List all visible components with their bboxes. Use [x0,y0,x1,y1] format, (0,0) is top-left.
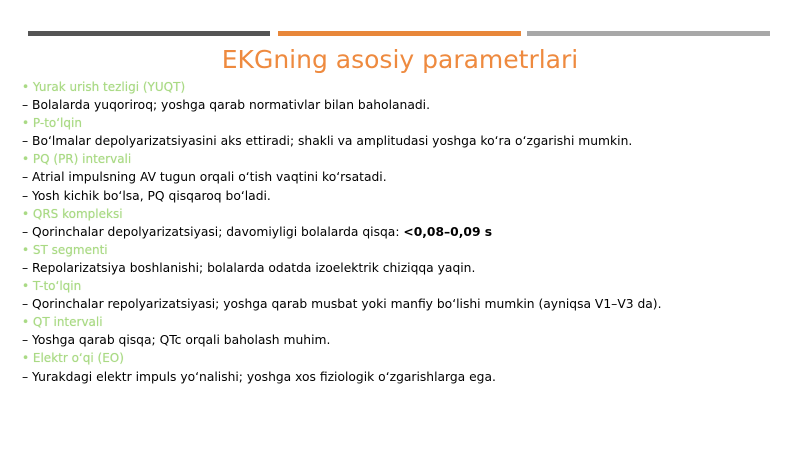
line-text: – Atrial impulsning AV tugun orqali oʻtish vaqtini koʻrsatadi. [22,170,387,185]
line-text: – Repolarizatsiya boshlanishi; bolalarda odatda izoelektrik chiziqqa yaqin. [22,260,476,275]
section-text-line [22,331,782,349]
line-text: – Qorinchalar repolyarizatsiyasi; yoshga qarab musbat yoki manfiy boʻlishi mumkin (ayniqsa V1–V3 da). [22,297,662,312]
section-text-line [22,168,782,186]
line-text: – Bolalarda yuqoriroq; yoshga qarab normativlar bilan baholanadi. [22,98,430,113]
section-heading: • P-toʻlqin [22,116,82,131]
slide-content [22,78,782,386]
section-text-line [22,259,782,277]
slide-title: EKGning asosiy parametrlari [221,45,579,74]
line-text: – Yurakdagi elektr impuls yoʻnalishi; yoshga xos fiziologik oʻzgarishlarga ega. [22,369,496,384]
section-heading: • ST segmenti [22,242,108,257]
section-heading: • T-toʻlqin [22,279,82,294]
section-heading: • QRS kompleksi [22,206,123,221]
line-bold-value: <0,08–0,09 s [403,224,493,239]
section-text-line [22,223,782,241]
section-text-line [22,187,782,205]
section-heading: • QT intervali [22,315,103,330]
line-text: – Boʻlmalar depolyarizatsiyasini aks ettiradi; shakli va amplitudasi yoshga koʻra oʻzgarishi mumkin. [22,134,633,149]
line-text: – Yoshga qarab qisqa; QTc orqali baholash muhim. [22,333,331,348]
line-text: – Yosh kichik boʻlsa, PQ qisqaroq boʻladi. [22,188,271,203]
line-text: – Qorinchalar depolyarizatsiyasi; davomiyligi bolalarda qisqa: [22,224,404,239]
decorative-bar-middle [278,31,521,36]
section-heading: • Elektr oʻqi (EO) [22,351,124,366]
section-heading: • Yurak urish tezligi (YUQT) [22,80,186,94]
decorative-bar-right [527,31,770,36]
section-text-line [22,295,782,313]
decorative-bar-left [28,31,270,36]
section-heading: • PQ (PR) intervali [22,152,132,167]
section-text-line [22,96,782,114]
section-text-line [22,368,782,386]
section-text-line [22,132,782,150]
